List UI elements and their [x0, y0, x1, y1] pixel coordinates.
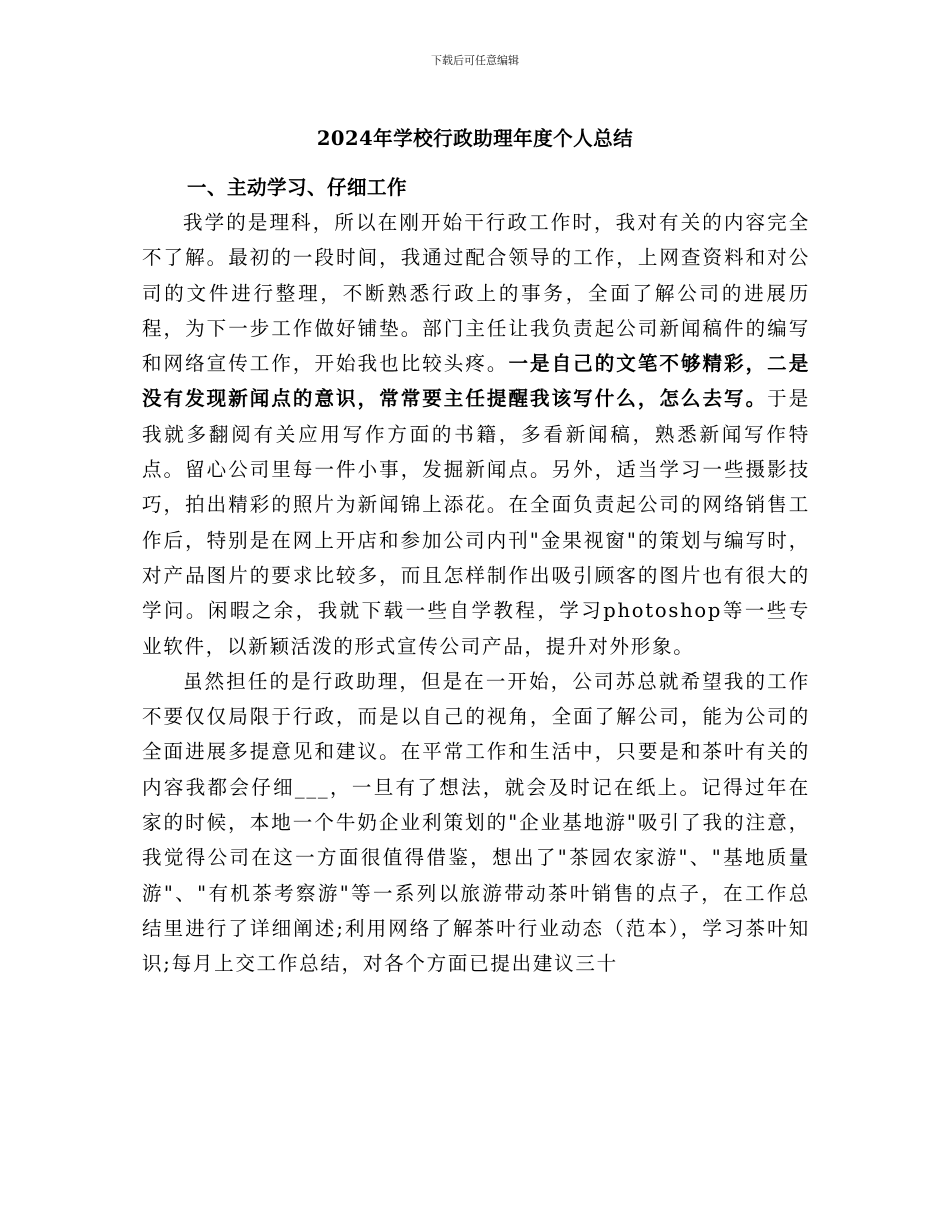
section-heading: 一、主动学习、仔细工作: [187, 176, 408, 199]
document-title: 2024年学校行政助理年度个人总结: [316, 127, 634, 150]
page-header: 下载后可任意编辑: [431, 54, 519, 67]
paragraph-2: 虽然担任的是行政助理，但是在一开始，公司苏总就希望我的工作不要仅仅局限于行政，而是以自己的视角，全面了解公司，能为公司的全面进展多提意见和建议。在平常工作和生活中，只要是和茶叶有关的内容我都会仔细___，一旦有了想法，就会及时记在纸上。记得过年在家的时候，本地一个牛奶企业利策划的"企业基地游"吸引了我的注意，我觉得公司在这一方面很值得借鉴，想出了"茶园农家游"、"基地质量游"、"有机茶考察游"等一系列以旅游带动茶叶销售的点子，在工作总结里进行了详细阐述;利用网络了解茶叶行业动态（范本），学习茶叶知识;每月上交工作总结，对各个方面已提出建议三十: [142, 669, 810, 976]
paragraph-1-text-b: 于是我就多翻阅有关应用写作方面的书籍，多看新闻稿，熟悉新闻写作特点。留心公司里每一件小事，发掘新闻点。另外，适当学习一些摄影技巧，拍出精彩的照片为新闻锦上添花。在全面负责起公司的网络销售工作后，特别是在网上开店和参加公司内刊"金果视窗"的策划与编写时，对产品图片的要求比较多，而且怎样制作出吸引顾客的图片也有很大的学问。闲暇之余，我就下载一些自学教程，学习photoshop等一些专业软件，以新颖活泼的形式宣传公司产品，提升对外形象。: [142, 387, 810, 658]
paragraph-1-text-a: 我学的是理科，所以在刚开始干行政工作时，我对有关的内容完全不了解。最初的一段时间，我通过配合领导的工作，上网查资料和对公司的文件进行整理，不断熟悉行政上的事务，全面了解公司的进展历程，为下一步工作做好铺垫。部门主任让我负责起公司新闻稿件的编写和网络宣传工作，开始我也比较头疼。: [142, 211, 810, 376]
paragraph-1: [142, 205, 810, 664]
paragraph-1-bold-text: 一是自己的文笔不够精彩，二是没有发现新闻点的意识，常常要主任提醒我该写什么，怎么去写。: [142, 352, 810, 411]
document-body: [142, 170, 810, 982]
